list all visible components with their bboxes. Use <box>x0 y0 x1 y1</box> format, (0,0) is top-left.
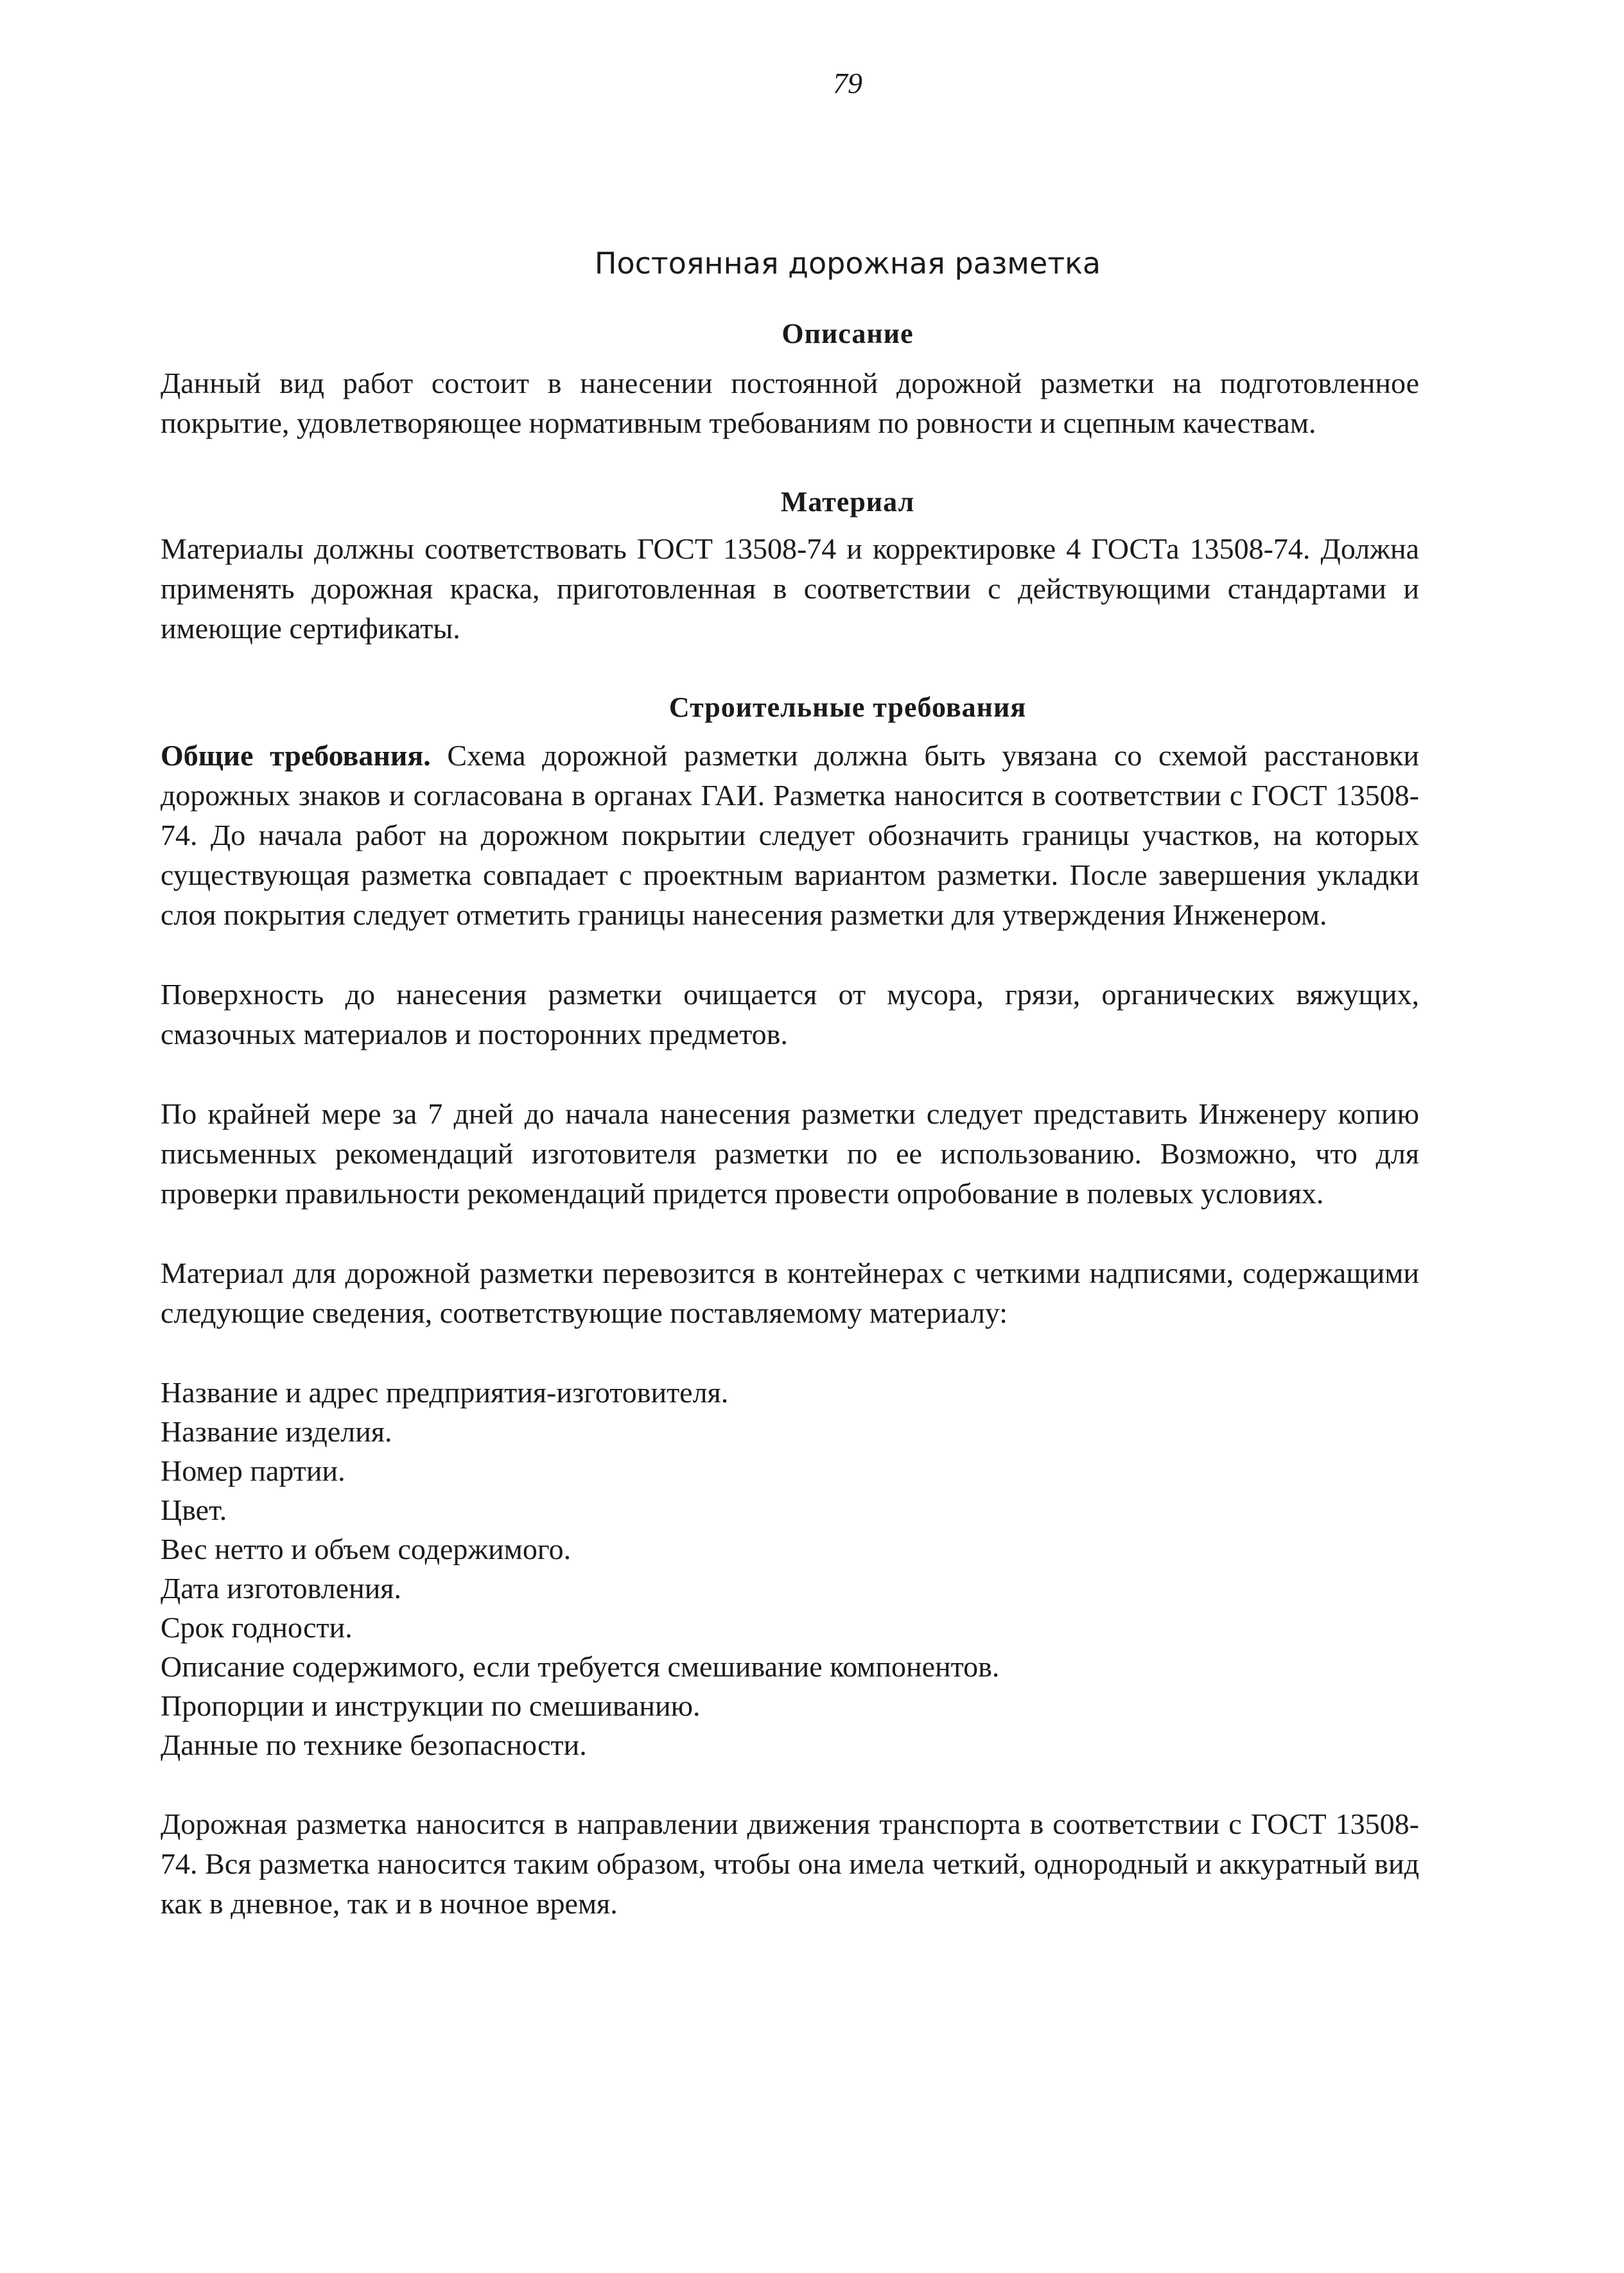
page-title: Постоянная дорожная разметка <box>594 246 1101 281</box>
containers-paragraph: Материал для дорожной разметки перевозится в контейнерах с четкими надписями, содержащими следующие сведения, соответствующие поставляемому материалу: <box>161 1257 1419 1329</box>
description-paragraph: Данный вид работ состоит в нанесении постоянной дорожной разметки на подготовленное покрытие, удовлетворяющее нормативным требованиям по ровности и сцепным качествам. <box>161 367 1419 439</box>
document-page <box>161 58 1419 1924</box>
list-item: Данные по технике безопасности. <box>161 1729 587 1761</box>
recommendations-paragraph: По крайней мере за 7 дней до начала нанесения разметки следует представить Инженеру копию письменных рекомендаций изготовителя разметки по ее использованию. Возможно, что для проверки правильности рекомендаций придется провести опробование в полевых условиях. <box>161 1097 1419 1210</box>
list-item: Описание содержимого, если требуется смешивание компонентов. <box>161 1650 1000 1683</box>
page-number: 79 <box>833 67 862 100</box>
surface-paragraph: Поверхность до нанесения разметки очищается от мусора, грязи, органических вяжущих, смазочных материалов и посторонних предметов. <box>161 978 1419 1050</box>
list-item: Вес нетто и объем содержимого. <box>161 1533 572 1565</box>
general-requirements-paragraph <box>161 736 1419 935</box>
direction-paragraph: Дорожная разметка наносится в направлении движения транспорта в соответствии с ГОСТ 13508-74. Вся разметка наносится таким образом, чтобы она имела четкий, однородный и аккуратный вид как в дневное, так и в ночное время. <box>161 1807 1419 1920</box>
list-item: Цвет. <box>161 1494 227 1526</box>
list-item: Срок годности. <box>161 1611 353 1644</box>
general-requirements-text: Схема дорожной разметки должна быть увязана со схемой расстановки дорожных знаков и согласована в органах ГАИ. Разметка наносится в соответствии с ГОСТ 13508-74. До начала работ на дорожном покрытии следует обозначить границы участков, на которых существующая разметка совпадает с проектным вариантом разметки. После завершения укладки слоя покрытия следует отметить границы нанесения разметки для утверждения Инженером. <box>161 739 1419 931</box>
general-requirements-lead: Общие требования. <box>161 739 431 772</box>
list-item: Дата изготовления. <box>161 1572 401 1605</box>
construction-heading: Строительные требования <box>668 692 1027 723</box>
material-heading: Материал <box>780 486 915 518</box>
list-item: Номер партии. <box>161 1454 345 1487</box>
list-item: Пропорции и инструкции по смешиванию. <box>161 1689 701 1722</box>
list-item: Название и адрес предприятия-изготовителя. <box>161 1376 729 1409</box>
container-info-list <box>161 1373 1419 1764</box>
description-heading: Описание <box>781 318 914 349</box>
list-item: Название изделия. <box>161 1415 392 1448</box>
material-paragraph: Материалы должны соответствовать ГОСТ 13508-74 и корректировке 4 ГОСТа 13508-74. Должна применять дорожная краска, приготовленная в соответствии с действующими стандартами и имеющие сертификаты. <box>161 532 1419 645</box>
